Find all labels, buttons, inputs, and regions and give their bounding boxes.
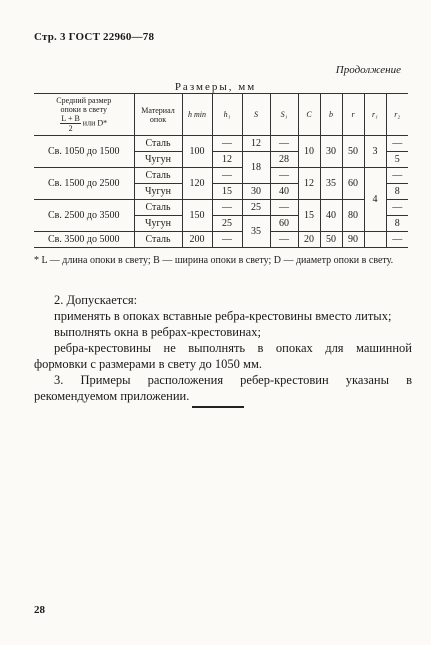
hmin-cell: 200 [182,232,212,248]
material-cell: Сталь [134,232,182,248]
header-b: b [320,94,342,136]
material-cell: Сталь [134,168,182,184]
header-h1: h₁ [212,94,242,136]
header-r1: r₁ [364,94,386,136]
page-number: 28 [34,604,45,616]
h1-cell: — [212,136,242,152]
size-range: Св. 1050 до 1500 [34,136,134,168]
r2-cell: 8 [386,216,408,232]
b-cell: 35 [320,168,342,200]
clause-2-item: применять в опоках вставные ребра-крестовины вместо литых; [54,309,392,323]
b-cell: 30 [320,136,342,168]
s-cell: 25 [242,200,270,216]
continuation-label: Продолжение [335,64,401,76]
material-cell: Чугун [134,152,182,168]
s-cell: 30 [242,184,270,200]
c-cell: 15 [298,200,320,232]
header-s1: S₁ [270,94,298,136]
header-c: C [298,94,320,136]
material-cell: Чугун [134,184,182,200]
header-r2: r₂ [386,94,408,136]
page-header: Стр. 3 ГОСТ 22960—78 [34,31,155,43]
s1-cell: 60 [270,216,298,232]
header-material: Материал опок [134,94,182,136]
clause-2-item: выполнять окна в ребрах-крестовинах; [54,325,261,339]
h1-cell: 15 [212,184,242,200]
r1-cell: 3 [364,136,386,168]
hmin-cell: 120 [182,168,212,200]
s-cell: 35 [242,216,270,248]
s1-cell: — [270,136,298,152]
r2-cell: 5 [386,152,408,168]
r2-cell: 8 [386,184,408,200]
r-cell: 80 [342,200,364,232]
h1-cell: 12 [212,152,242,168]
c-cell: 10 [298,136,320,168]
h1-cell: — [212,232,242,248]
r1-cell: 4 [364,168,386,232]
s1-cell: 28 [270,152,298,168]
h1-cell: — [212,168,242,184]
table-footnote: * L — длина опоки в свету; B — ширина опоки в свету; D — диаметр опоки в свету. [34,255,394,266]
body-text [34,292,412,404]
clause-2-item: ребра-крестовины не выполнять в опоках для машинной формовки с размерами в свету до 1050 мм. [34,341,412,371]
size-range: Св. 2500 до 3500 [34,200,134,232]
hmin-cell: 150 [182,200,212,232]
size-range: Св. 3500 до 5000 [34,232,134,248]
s-cell: 12 [242,136,270,152]
table-row [34,232,408,248]
s1-cell: — [270,232,298,248]
header-avg-size: Средний размер опоки в свету $\frac{L + B}{2}$ или D* [34,94,134,136]
avg-size-fraction: $\frac{L + B}{2}$ [61,114,80,133]
table-row [34,168,408,184]
b-cell: 40 [320,200,342,232]
table-caption: Размеры, мм [174,81,257,93]
clause-3: 3. Примеры расположения ребер-крестовин указаны в рекомендуемом приложении. [34,373,412,403]
r-cell: 90 [342,232,364,248]
r2-cell: — [386,136,408,152]
s1-cell: — [270,168,298,184]
header-s: S [242,94,270,136]
table-row [34,136,408,152]
r2-cell: — [386,168,408,184]
material-cell: Чугун [134,216,182,232]
table-row [34,200,408,216]
r-cell: 50 [342,136,364,168]
size-range: Св. 1500 до 2500 [34,168,134,200]
r2-cell: — [386,232,408,248]
b-cell: 50 [320,232,342,248]
h1-cell: 25 [212,216,242,232]
hmin-cell: 100 [182,136,212,168]
h1-cell: — [212,200,242,216]
clause-2-heading: 2. Допускается: [54,293,138,307]
c-cell: 20 [298,232,320,248]
s-cell: 18 [242,152,270,184]
r2-cell: — [386,200,408,216]
c-cell: 12 [298,168,320,200]
material-cell: Сталь [134,200,182,216]
r-cell: 60 [342,168,364,200]
header-r: r [342,94,364,136]
header-hmin: h min [182,94,212,136]
s1-cell: — [270,200,298,216]
material-cell: Сталь [134,136,182,152]
end-rule [192,406,244,408]
dimensions-table [34,93,408,248]
r1-cell [364,232,386,248]
s1-cell: 40 [270,184,298,200]
